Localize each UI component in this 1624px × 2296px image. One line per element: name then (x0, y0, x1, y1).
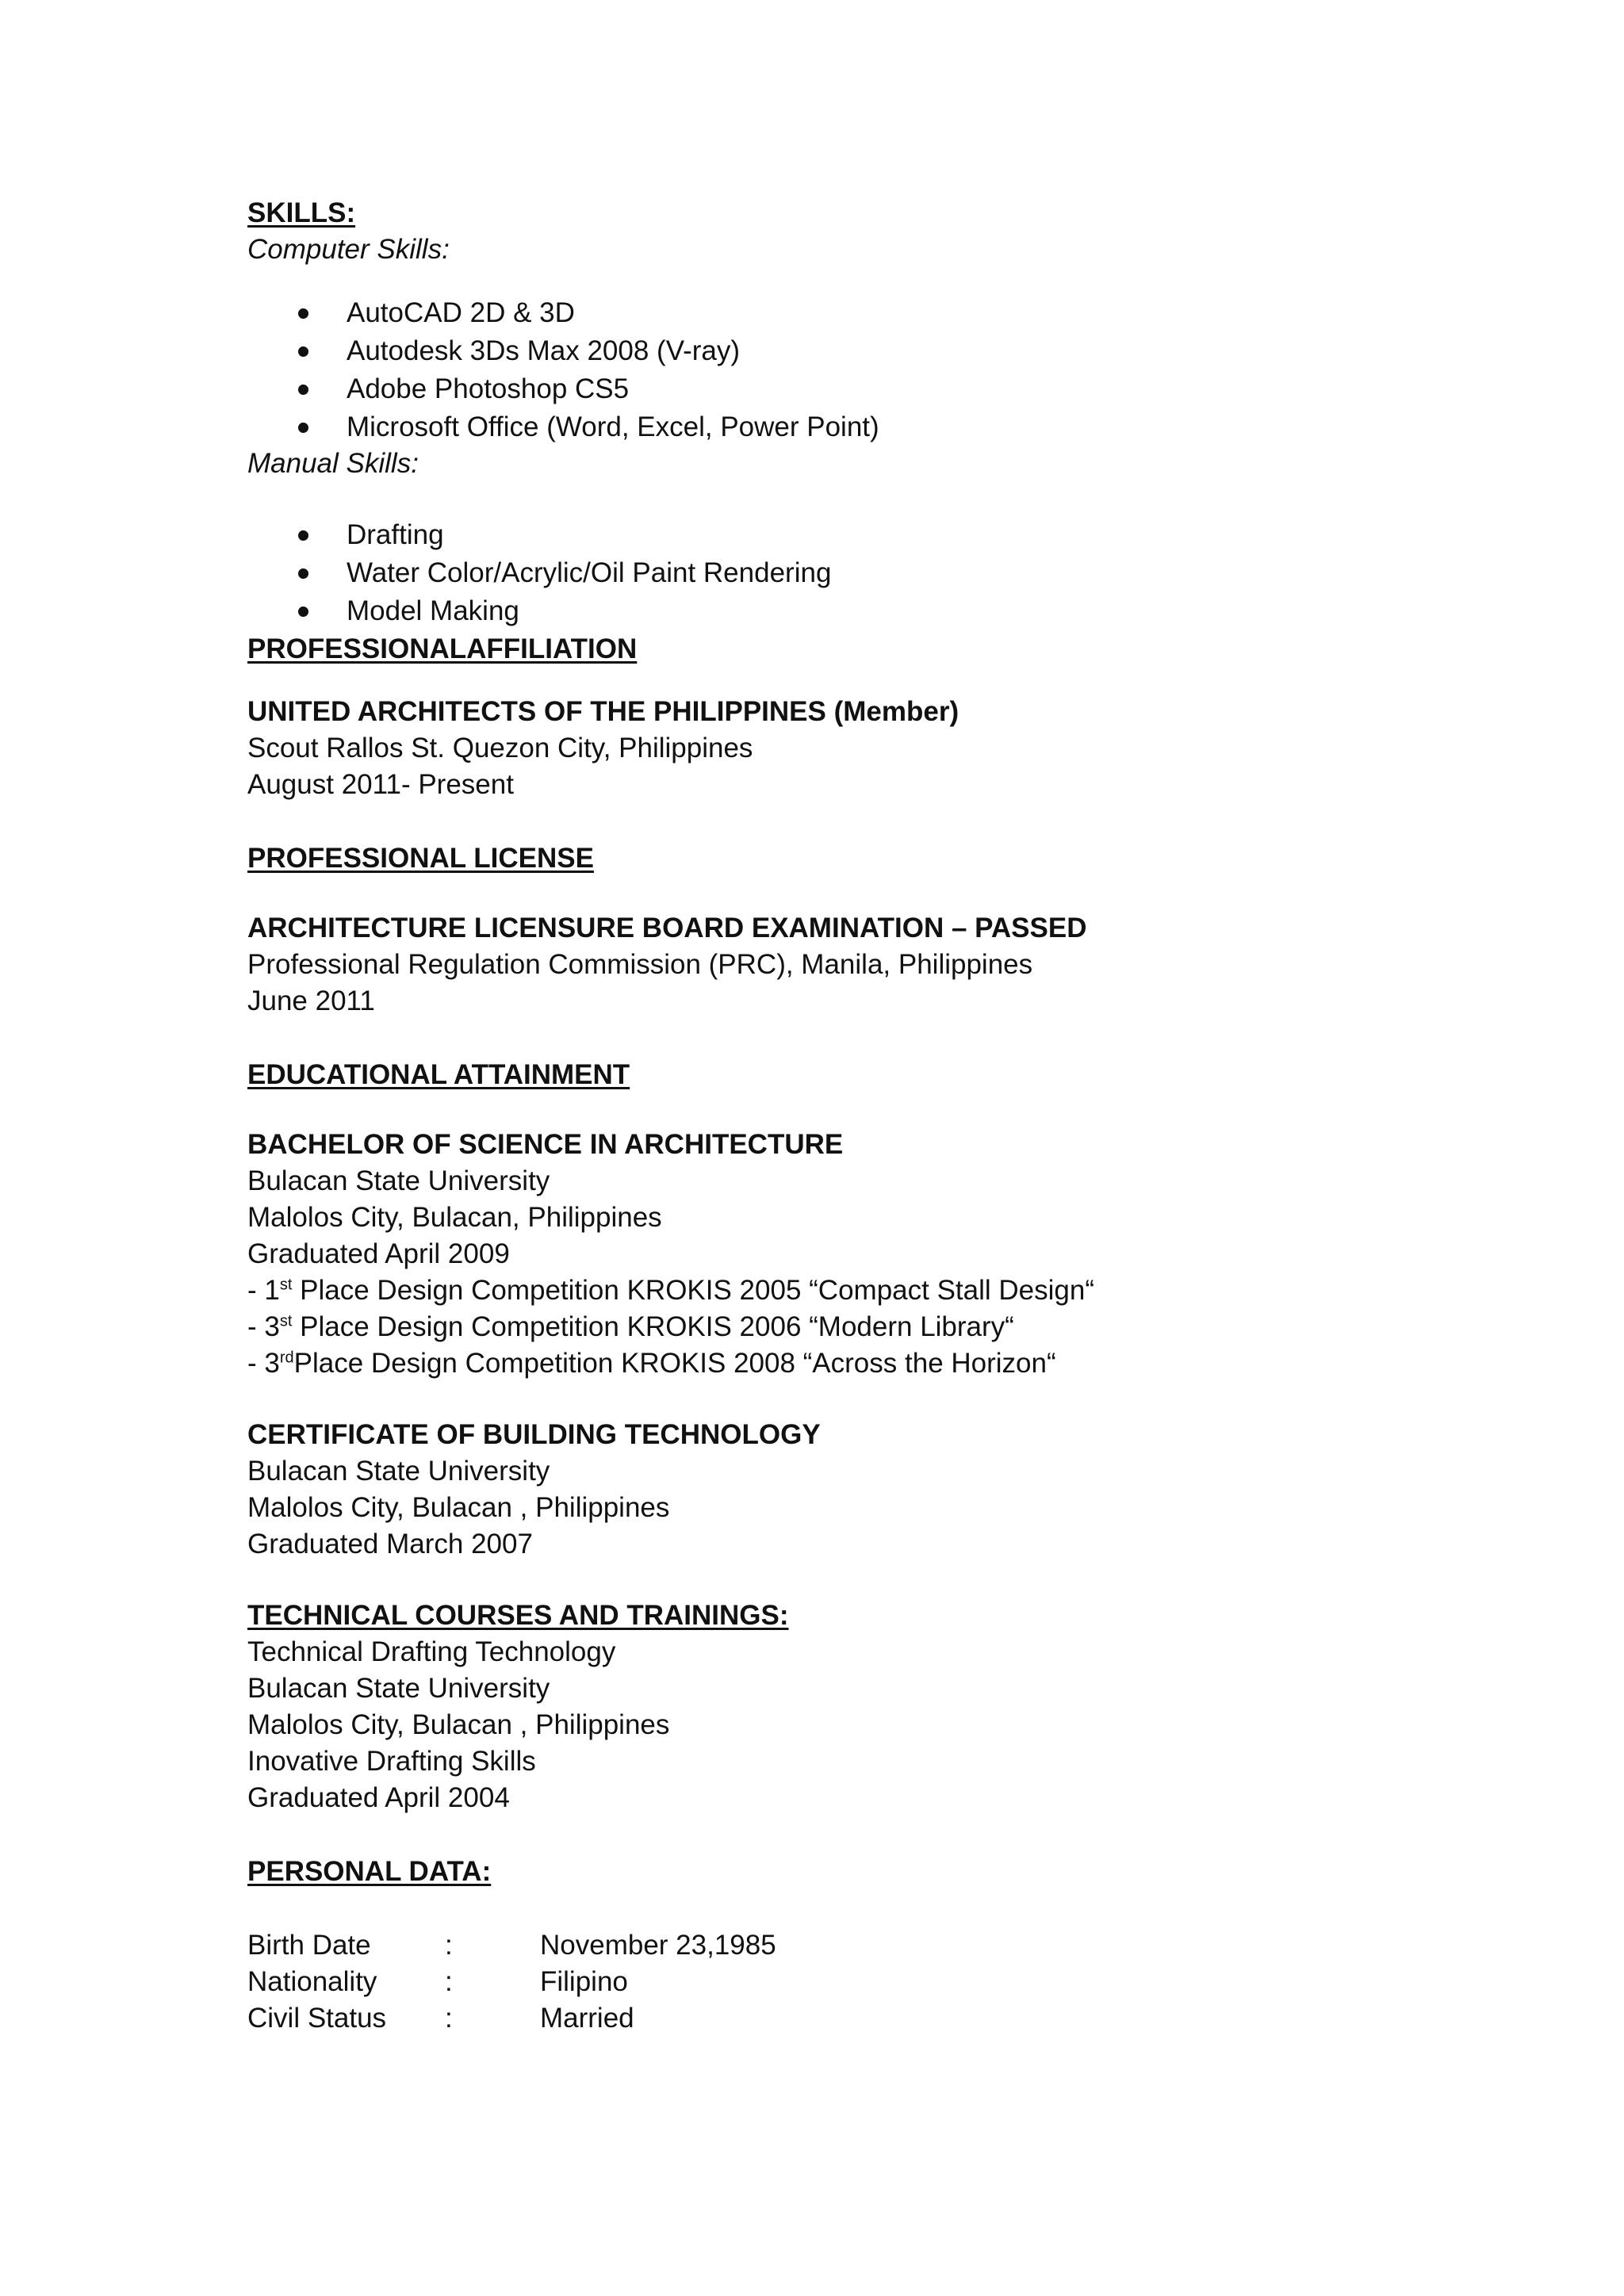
license-issuer: Professional Regulation Commission (PRC), Manila, Philippines (247, 949, 1033, 980)
technical-line: Bulacan State University (247, 1673, 550, 1704)
certificate-title: CERTIFICATE OF BUILDING TECHNOLOGY (247, 1419, 821, 1450)
bullet-icon (298, 346, 308, 357)
degree-title: BACHELOR OF SCIENCE IN ARCHITECTURE (247, 1129, 844, 1160)
list-item: Model Making (247, 593, 1437, 631)
technical-line: Graduated April 2004 (247, 1782, 510, 1813)
technical-line: Inovative Drafting Skills (247, 1746, 536, 1777)
list-item: Water Color/Acrylic/Oil Paint Rendering (247, 555, 1437, 593)
affiliation-org: UNITED ARCHITECTS OF THE PHILIPPINES (Member) (247, 696, 959, 727)
personal-separator: : (445, 1966, 453, 1997)
personal-separator: : (445, 1930, 453, 1961)
license-date: June 2011 (247, 985, 375, 1016)
personal-value: Filipino (540, 1966, 628, 1997)
certificate-graduated: Graduated March 2007 (247, 1529, 533, 1559)
technical-line: Malolos City, Bulacan , Philippines (247, 1709, 670, 1740)
degree-school: Bulacan State University (247, 1165, 550, 1196)
award-line: - 3rdPlace Design Competition KROKIS 2008 “Across the Horizon“ (247, 1348, 1056, 1379)
affiliation-heading: PROFESSIONALAFFILIATION (247, 633, 638, 664)
manual-skills-label: Manual Skills: (247, 448, 419, 479)
personal-key: Birth Date (247, 1930, 371, 1961)
affiliation-period: August 2011- Present (247, 769, 514, 800)
personal-row (247, 1964, 1437, 2000)
list-item: Adobe Photoshop CS5 (247, 371, 1437, 409)
license-heading: PROFESSIONAL LICENSE (247, 843, 594, 874)
personal-row (247, 1927, 1437, 1964)
manual-skills-list (247, 517, 1437, 631)
personal-row (247, 2000, 1437, 2037)
award-line: - 3st Place Design Competition KROKIS 2006 “Modern Library“ (247, 1311, 1014, 1342)
list-item: Microsoft Office (Word, Excel, Power Point) (247, 409, 1437, 446)
personal-value: Married (540, 2003, 634, 2034)
bullet-icon (298, 568, 308, 579)
personal-key: Civil Status (247, 2003, 387, 2034)
technical-line: Technical Drafting Technology (247, 1636, 616, 1667)
bullet-icon (298, 385, 308, 395)
computer-skills-label: Computer Skills: (247, 234, 450, 265)
computer-skills-list (247, 295, 1437, 446)
degree-location: Malolos City, Bulacan, Philippines (247, 1202, 662, 1233)
personal-separator: : (445, 2003, 453, 2034)
bullet-icon (298, 530, 308, 541)
education-heading: EDUCATIONAL ATTAINMENT (247, 1059, 630, 1090)
certificate-location: Malolos City, Bulacan , Philippines (247, 1492, 670, 1523)
personal-heading: PERSONAL DATA: (247, 1856, 492, 1887)
bullet-icon (298, 423, 308, 433)
technical-heading: TECHNICAL COURSES AND TRAININGS: (247, 1600, 789, 1631)
skills-heading: SKILLS: (247, 197, 356, 228)
bullet-icon (298, 607, 308, 617)
license-title: ARCHITECTURE LICENSURE BOARD EXAMINATION – PASSED (247, 913, 1087, 943)
certificate-school: Bulacan State University (247, 1456, 550, 1487)
list-item: AutoCAD 2D & 3D (247, 295, 1437, 333)
resume-content (247, 195, 1437, 2037)
degree-graduated: Graduated April 2009 (247, 1238, 510, 1269)
affiliation-address: Scout Rallos St. Quezon City, Philippines (247, 733, 753, 763)
personal-key: Nationality (247, 1966, 377, 1997)
list-item: Autodesk 3Ds Max 2008 (V-ray) (247, 333, 1437, 371)
bullet-icon (298, 308, 308, 319)
list-item: Drafting (247, 517, 1437, 555)
personal-value: November 23,1985 (540, 1930, 776, 1961)
award-line: - 1st Place Design Competition KROKIS 2005 “Compact Stall Design“ (247, 1275, 1094, 1306)
